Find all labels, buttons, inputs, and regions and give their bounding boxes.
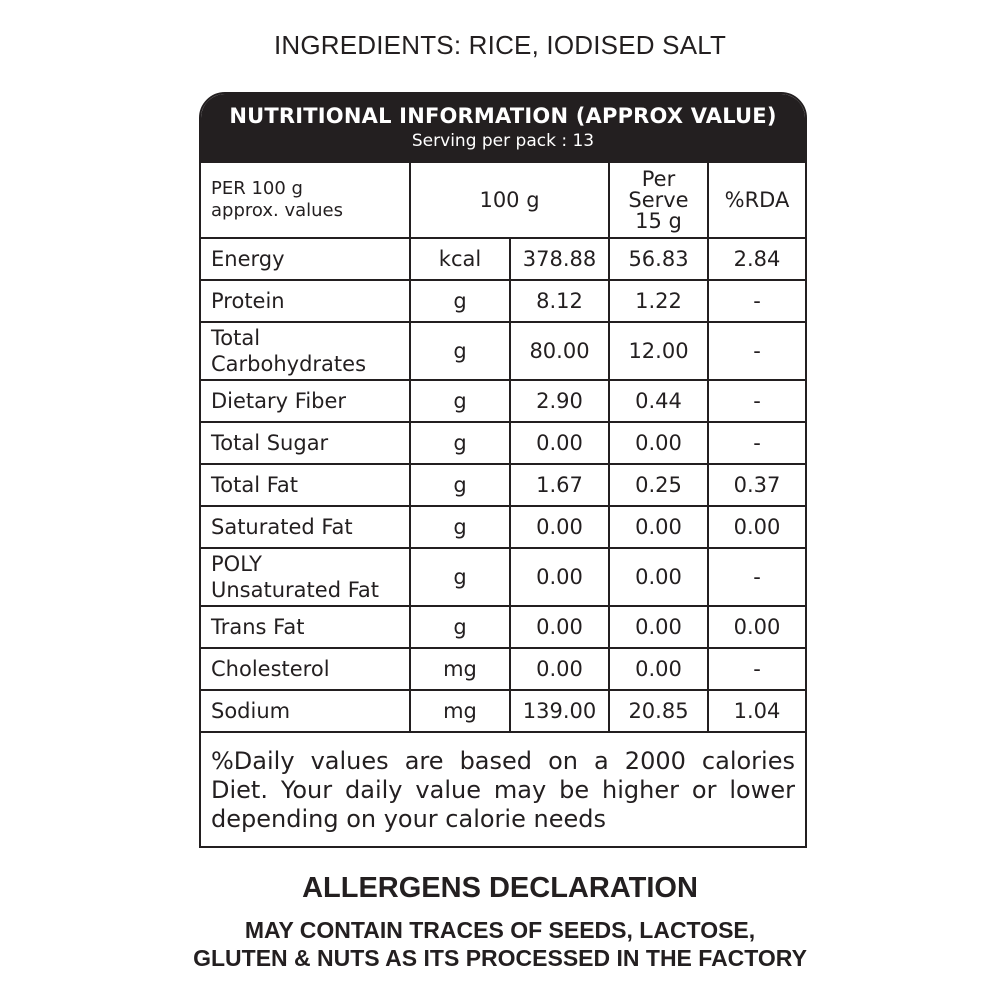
value-per-serve: 0.00: [609, 422, 708, 464]
nutrient-unit: g: [410, 464, 510, 506]
table-row: [201, 606, 805, 648]
value-rda: 0.00: [708, 606, 805, 648]
nutrient-name: [201, 238, 410, 280]
table-row: [201, 238, 805, 280]
table-row: [201, 322, 805, 380]
value-rda: -: [708, 322, 805, 380]
nutrient-name-line1: Total Fat: [211, 473, 298, 497]
value-per-100g: 80.00: [510, 322, 609, 380]
table-row: [201, 648, 805, 690]
nutrient-name: [201, 648, 410, 690]
nutrient-name-line1: Protein: [211, 289, 285, 313]
value-per-100g: 2.90: [510, 380, 609, 422]
nutrient-name: [201, 380, 410, 422]
value-per-100g: 0.00: [510, 422, 609, 464]
header-per-100g: [201, 163, 410, 238]
table-row: [201, 464, 805, 506]
nutrient-unit: g: [410, 506, 510, 548]
header-per-100g-line1: PER 100 g: [211, 178, 303, 199]
table-row: [201, 690, 805, 732]
value-per-100g: 1.67: [510, 464, 609, 506]
header-per-serve-line2: Serve: [628, 187, 689, 212]
header-per-100g-line2: approx. values: [211, 200, 343, 221]
ingredients-line: INGREDIENTS: RICE, IODISED SALT: [273, 30, 727, 60]
value-per-100g: 378.88: [510, 238, 609, 280]
nutrient-name: [201, 506, 410, 548]
nutrient-name: [201, 606, 410, 648]
value-per-serve: 56.83: [609, 238, 708, 280]
value-per-serve: 0.00: [609, 648, 708, 690]
daily-values-footnote: %Daily values are based on a 2000 calories Diet. Your daily value may be higher or lower depending on your calorie needs: [211, 747, 795, 833]
value-rda: -: [708, 280, 805, 322]
value-per-serve: 12.00: [609, 322, 708, 380]
nutrient-name-line1: POLY: [211, 552, 262, 576]
value-per-100g: 0.00: [510, 548, 609, 606]
nutrient-name-line2: Carbohydrates: [211, 352, 367, 376]
nutrient-unit: mg: [410, 648, 510, 690]
value-per-100g: 0.00: [510, 506, 609, 548]
value-rda: -: [708, 422, 805, 464]
serving-per-pack: Serving per pack : 13: [411, 131, 595, 151]
nutrient-name-line1: Energy: [211, 247, 285, 271]
value-rda: 0.00: [708, 506, 805, 548]
nutrient-unit: g: [410, 548, 510, 606]
value-per-100g: 0.00: [510, 606, 609, 648]
value-per-serve: 0.00: [609, 606, 708, 648]
value-per-serve: 0.00: [609, 506, 708, 548]
nutrient-name-line1: Trans Fat: [211, 615, 305, 639]
table-row: [201, 422, 805, 464]
nutrient-unit: mg: [410, 690, 510, 732]
table-row: [201, 280, 805, 322]
value-per-100g: 139.00: [510, 690, 609, 732]
value-rda: -: [708, 648, 805, 690]
table-header-row: [201, 163, 805, 238]
nutrient-name: [201, 322, 410, 380]
header-per-serve-line1: Per: [641, 166, 676, 191]
value-per-serve: 1.22: [609, 280, 708, 322]
header-100g: 100 g: [410, 163, 609, 238]
allergens-line-1: MAY CONTAIN TRACES OF SEEDS, LACTOSE,: [244, 917, 756, 943]
nutrient-name-line1: Total: [211, 326, 261, 350]
nutrient-name: [201, 464, 410, 506]
nutrient-name: [201, 280, 410, 322]
nutrient-name: [201, 690, 410, 732]
nutrient-unit: g: [410, 380, 510, 422]
nutrient-name-line1: Cholesterol: [211, 657, 330, 681]
nutrient-name-line1: Dietary Fiber: [211, 389, 347, 413]
nutrient-unit: g: [410, 280, 510, 322]
table-row: [201, 506, 805, 548]
nutrient-unit: g: [410, 422, 510, 464]
nutrient-name-line2: Unsaturated Fat: [211, 578, 379, 602]
allergens-line-2: GLUTEN & NUTS AS ITS PROCESSED IN THE FACTORY: [193, 945, 807, 971]
nutrient-name: [201, 422, 410, 464]
value-rda: 1.04: [708, 690, 805, 732]
nutrition-title: NUTRITIONAL INFORMATION (APPROX VALUE): [229, 104, 777, 128]
header-per-serve: [609, 163, 708, 238]
value-per-serve: 0.00: [609, 548, 708, 606]
nutrient-name-line1: Saturated Fat: [211, 515, 353, 539]
nutrient-name: [201, 548, 410, 606]
nutrient-unit: kcal: [410, 238, 510, 280]
value-rda: -: [708, 380, 805, 422]
allergens-title: ALLERGENS DECLARATION: [302, 872, 698, 904]
value-per-serve: 0.25: [609, 464, 708, 506]
nutrient-name-line1: Total Sugar: [211, 431, 329, 455]
table-row: [201, 548, 805, 606]
header-rda: %RDA: [708, 163, 805, 238]
table-row: [201, 380, 805, 422]
value-rda: 2.84: [708, 238, 805, 280]
value-rda: -: [708, 548, 805, 606]
nutrient-unit: g: [410, 606, 510, 648]
value-per-100g: 0.00: [510, 648, 609, 690]
nutrient-name-line1: Sodium: [211, 699, 291, 723]
nutrition-table: [201, 163, 805, 733]
nutrition-panel: [199, 92, 807, 848]
header-per-serve-line3: 15 g: [635, 208, 682, 233]
value-per-100g: 8.12: [510, 280, 609, 322]
value-per-serve: 0.44: [609, 380, 708, 422]
nutrition-panel-header: [201, 94, 805, 163]
nutrient-unit: g: [410, 322, 510, 380]
value-per-serve: 20.85: [609, 690, 708, 732]
value-rda: 0.37: [708, 464, 805, 506]
